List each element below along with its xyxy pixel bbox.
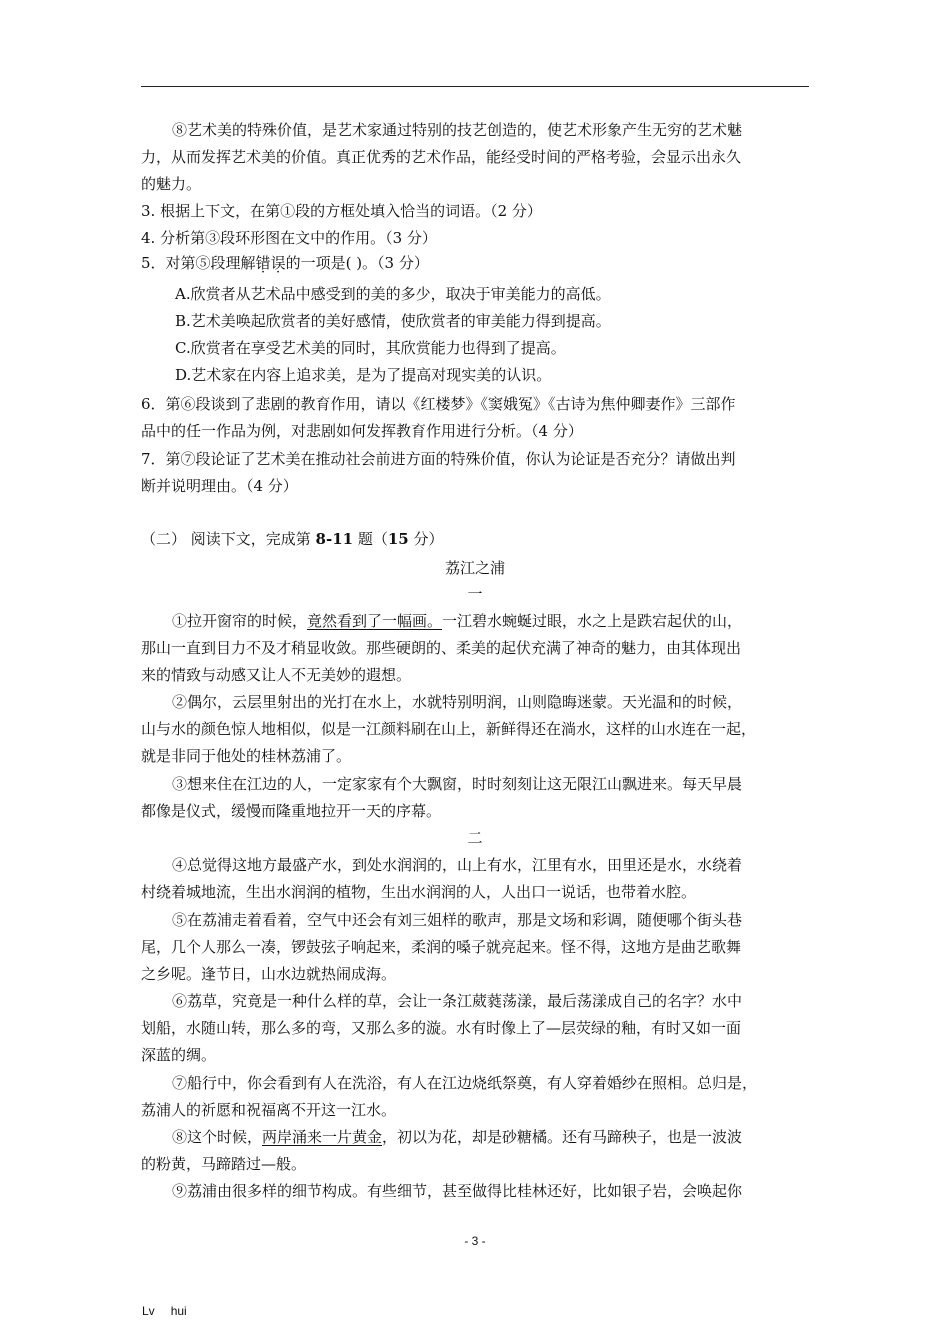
article-paragraph-1-line: 来的情致与动感又让人不无美妙的遐想。 bbox=[141, 666, 412, 684]
section-heading bbox=[141, 529, 809, 549]
article-paragraph-2-line: 就是非同于他处的桂林荔浦了。 bbox=[141, 747, 352, 765]
option-c: C.欣赏者在享受艺术美的同时，其欣赏能力也得到了提高。 bbox=[175, 339, 566, 357]
article-paragraph-8-line bbox=[172, 1127, 809, 1147]
option-d: D.艺术家在内容上追求美，是为了提高对现实美的认识。 bbox=[175, 366, 552, 384]
underlined-phrase: 竟然看到了一幅画。 bbox=[307, 612, 443, 630]
section-heading-text: 题（ bbox=[353, 530, 388, 548]
question-4: 4. 分析第③段环形图在文中的作用。（3 分） bbox=[141, 229, 437, 247]
article-paragraph-1-line: 那山一直到目力不及才稍显收敛。那些硬朗的、柔美的起伏充满了神奇的魅力，由其体现出 bbox=[141, 639, 742, 657]
underlined-phrase: 两岸涌来一片黄金 bbox=[262, 1128, 383, 1146]
question-5-prefix: 5．对第⑤段理解 bbox=[141, 254, 256, 272]
option-a: A.欣赏者从艺术品中感受到的美的多少，取决于审美能力的高低。 bbox=[175, 285, 611, 303]
text-run: ，初以为花，却是砂糖橘。还有马蹄秧子，也是一波波 bbox=[382, 1128, 743, 1146]
question-7-line: 断并说明理由。（4 分） bbox=[141, 477, 298, 495]
question-6-line: 品中的任一作品为例，对悲剧如何发挥教育作用进行分析。（4 分） bbox=[141, 422, 583, 440]
article-paragraph-1-line bbox=[172, 611, 809, 631]
page-number: - 3 - bbox=[464, 1234, 486, 1248]
paragraph-8-line: ⑧艺术美的特殊价值，是艺术家通过特别的技艺创造的，使艺术形象产生无穷的艺术魅 bbox=[172, 121, 743, 139]
article-paragraph-5-line: ⑤在荔浦走着看着，空气中还会有刘三姐样的歌声，那是文场和彩调，随便哪个街头巷 bbox=[172, 911, 743, 929]
article-paragraph-6-line: 划船，水随山转，那么多的弯，又那么多的漩。水有时像上了—层荧绿的釉，有时又如一面 bbox=[141, 1019, 742, 1037]
section-score: 15 bbox=[387, 530, 409, 548]
paragraph-8-line: 力，从而发挥艺术美的价值。真正优秀的艺术作品，能经受时间的严格考验，会显示出永久 bbox=[141, 148, 742, 166]
footer-author-left: Lv bbox=[142, 1304, 155, 1318]
article-title: 荔江之浦 bbox=[444, 559, 505, 577]
text-run: 一江碧水蜿蜒过眼，水之上是跌宕起伏的山， bbox=[442, 612, 743, 630]
article-paragraph-5-line: 之乡呢。逢节日，山水边就热闹成海。 bbox=[141, 965, 397, 983]
article-paragraph-2-line: ②偶尔，云层里射出的光打在水上，水就特别明润，山则隐晦迷蒙。天光温和的时候， bbox=[172, 693, 743, 711]
article-paragraph-9-line: ⑨荔浦由很多样的细节构成。有些细节，甚至做得比桂林还好，比如银子岩，会唤起你 bbox=[172, 1182, 743, 1200]
header-rule bbox=[141, 86, 809, 87]
article-paragraph-4-line: 村绕着城地流，生出水润润的植物，生出水润润的人，人出口一说话，也带着水腔。 bbox=[141, 883, 697, 901]
article-paragraph-2-line: 山与水的颜色惊人地相似，似是一江颜料刷在山上，新鲜得还在淌水，这样的山水连在一起， bbox=[141, 720, 757, 738]
section-question-range: 8-11 bbox=[315, 530, 354, 548]
question-5-suffix: 的一项是( )。（3 分） bbox=[285, 254, 429, 272]
article-paragraph-6-line: ⑥荔草，究竟是一种什么样的草，会让一条江葳蕤荡漾，最后荡漾成自己的名字？水中 bbox=[172, 992, 743, 1010]
question-6-line: 6．第⑥段谈到了悲剧的教育作用，请以《红楼梦》《窦娥冤》《古诗为焦仲卿妻作》三部作 bbox=[141, 395, 736, 413]
emphasis-char: 误 bbox=[270, 254, 286, 272]
article-paragraph-7-line: ⑦船行中，你会看到有人在洗浴，有人在江边烧纸祭奠，有人穿着婚纱在照相。总归是， bbox=[172, 1074, 758, 1092]
part-marker-2: 二 bbox=[467, 829, 483, 847]
question-7-line: 7．第⑦段论证了艺术美在推动社会前进方面的特殊价值，你认为论证是否充分？请做出判 bbox=[141, 450, 736, 468]
article-paragraph-4-line: ④总觉得这地方最盛产水，到处水润润的，山上有水，江里有水，田里还是水，水绕着 bbox=[172, 856, 743, 874]
paragraph-8-line: 的魅力。 bbox=[141, 175, 202, 193]
part-marker-1: 一 bbox=[467, 585, 483, 603]
article-paragraph-3-line: 都像是仪式，缓慢而隆重地拉开一天的序幕。 bbox=[141, 802, 442, 820]
emphasis-char: 错 bbox=[255, 254, 271, 272]
footer-author bbox=[142, 1304, 203, 1318]
text-run: ①拉开窗帘的时候， bbox=[172, 612, 308, 630]
article-paragraph-3-line: ③想来住在江边的人，一定家家有个大飘窗，时时刻刻让这无限江山飘进来。每天早晨 bbox=[172, 775, 743, 793]
text-run: ⑧这个时候， bbox=[172, 1128, 263, 1146]
article-paragraph-7-line: 荔浦人的祈愿和祝福离不开这一江水。 bbox=[141, 1101, 397, 1119]
question-3: 3. 根据上下文，在第①段的方框处填入恰当的词语。（2 分） bbox=[141, 202, 542, 220]
article-paragraph-8-line: 的粉黄，马蹄踏过—般。 bbox=[141, 1155, 307, 1173]
section-heading-text: 分） bbox=[408, 530, 444, 548]
section-heading-text: （二） 阅读下文，完成第 bbox=[141, 530, 316, 548]
article-paragraph-5-line: 尾，几个人那么一凑，锣鼓弦子响起来，柔润的嗓子就亮起来。怪不得，这地方是曲艺歌舞 bbox=[141, 938, 742, 956]
article-paragraph-6-line: 深蓝的绸。 bbox=[141, 1046, 217, 1064]
footer-author-right: hui bbox=[170, 1304, 187, 1318]
question-5 bbox=[141, 253, 809, 273]
option-b: B.艺术美唤起欣赏者的美好感情，使欣赏者的审美能力得到提高。 bbox=[175, 312, 611, 330]
